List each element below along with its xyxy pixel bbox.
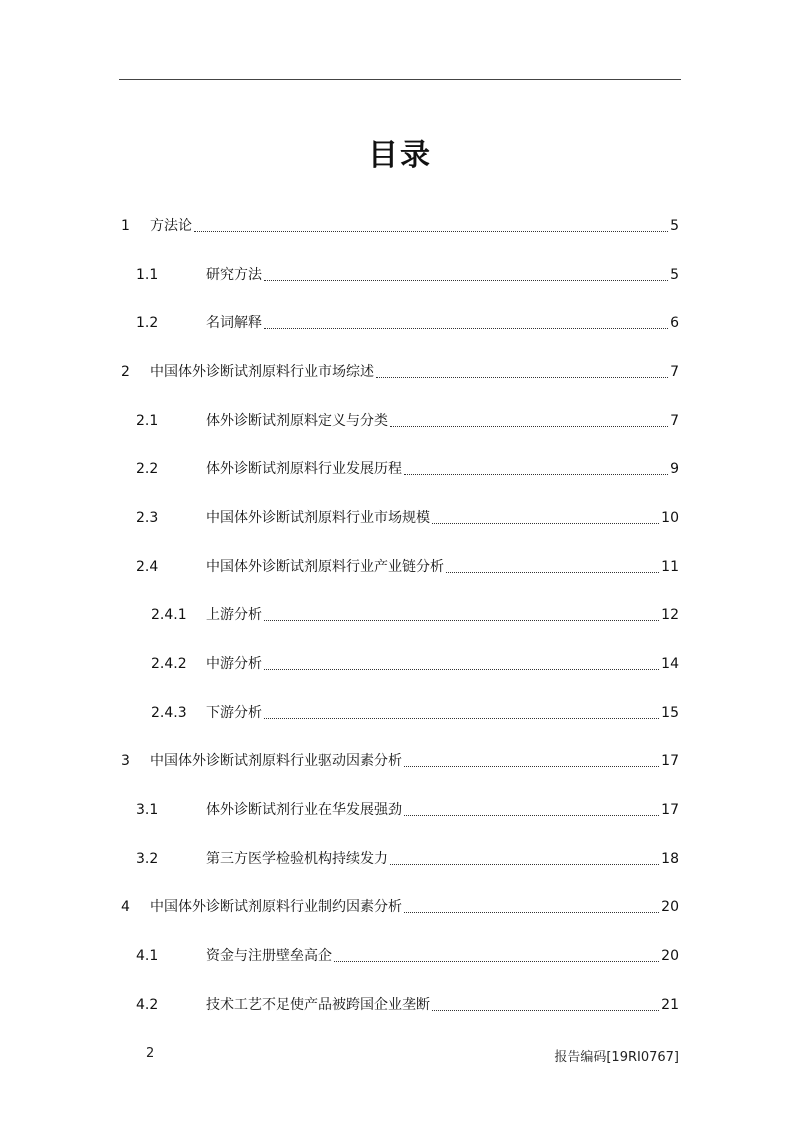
toc-page: 17 (661, 753, 679, 769)
toc-number: 1 (121, 218, 130, 234)
toc-number: 2.4.1 (151, 607, 187, 623)
toc-page: 18 (661, 851, 679, 867)
toc-title: 中国体外诊断试剂原料行业产业链分析 (206, 559, 444, 575)
toc-title: 中国体外诊断试剂原料行业市场综述 (150, 364, 374, 380)
toc-leader (404, 892, 659, 913)
toc-title: 下游分析 (206, 705, 262, 721)
toc-leader (264, 308, 668, 329)
toc-entry[interactable] (151, 654, 679, 674)
toc-entry[interactable] (151, 605, 679, 625)
toc-number: 1.1 (136, 267, 159, 283)
toc-title: 方法论 (150, 218, 192, 234)
toc-entry[interactable] (136, 946, 679, 966)
toc-number: 2.4.2 (151, 656, 187, 672)
footer-page-number: 2 (146, 1046, 155, 1061)
toc-page: 11 (661, 559, 679, 575)
toc-leader (404, 454, 668, 475)
toc-number: 4 (121, 899, 130, 915)
toc-page: 10 (661, 510, 679, 526)
toc-title: 上游分析 (206, 607, 262, 623)
toc-entry[interactable] (136, 557, 679, 577)
toc-leader (390, 844, 659, 865)
toc-entry[interactable] (136, 800, 679, 820)
toc-leader (376, 357, 668, 378)
toc-title: 体外诊断试剂行业在华发展强劲 (206, 802, 402, 818)
page-title: 目录 (368, 138, 432, 173)
toc-page: 5 (670, 267, 679, 283)
toc-title: 资金与注册壁垒高企 (206, 948, 332, 964)
toc-page: 20 (661, 899, 679, 915)
toc-title: 中国体外诊断试剂原料行业市场规模 (206, 510, 430, 526)
toc-page: 17 (661, 802, 679, 818)
footer-report-code: 报告编码[19RI0767] (554, 1050, 679, 1065)
toc-entry[interactable] (136, 313, 679, 333)
toc-number: 2.1 (136, 413, 159, 429)
toc-title: 研究方法 (206, 267, 262, 283)
toc-leader (404, 746, 659, 767)
toc-page: 7 (670, 364, 679, 380)
toc-entry[interactable] (121, 897, 679, 917)
toc-title: 第三方医学检验机构持续发力 (206, 851, 388, 867)
toc-title: 中游分析 (206, 656, 262, 672)
toc-number: 3.1 (136, 802, 159, 818)
toc-page: 6 (670, 315, 679, 331)
toc-title: 体外诊断试剂原料定义与分类 (206, 413, 388, 429)
toc-leader (194, 211, 668, 232)
toc-leader (264, 260, 668, 281)
toc-page: 9 (670, 461, 679, 477)
toc-number: 2.4.3 (151, 705, 187, 721)
toc-entry[interactable] (121, 216, 679, 236)
toc-number: 4.2 (136, 997, 159, 1013)
toc-entry[interactable] (136, 265, 679, 285)
toc-leader (446, 552, 659, 573)
toc-page: 21 (661, 997, 679, 1013)
toc-number: 2.4 (136, 559, 159, 575)
toc-number: 3 (121, 753, 130, 769)
toc-page: 15 (661, 705, 679, 721)
toc-title: 体外诊断试剂原料行业发展历程 (206, 461, 402, 477)
toc-leader (432, 503, 659, 524)
toc-page: 12 (661, 607, 679, 623)
toc-leader (264, 649, 659, 670)
toc-entry[interactable] (136, 995, 679, 1015)
toc-page: 5 (670, 218, 679, 234)
toc-leader (432, 990, 659, 1011)
toc-entry[interactable] (136, 459, 679, 479)
toc-leader (334, 941, 659, 962)
toc-leader (404, 795, 659, 816)
toc-number: 2 (121, 364, 130, 380)
toc-page: 14 (661, 656, 679, 672)
toc-number: 3.2 (136, 851, 159, 867)
toc-entry[interactable] (121, 362, 679, 382)
toc-entry[interactable] (136, 411, 679, 431)
toc-entry[interactable] (136, 508, 679, 528)
toc-leader (264, 600, 659, 621)
toc-page: 20 (661, 948, 679, 964)
toc-title: 中国体外诊断试剂原料行业驱动因素分析 (150, 753, 402, 769)
toc-number: 2.3 (136, 510, 159, 526)
toc-number: 2.2 (136, 461, 159, 477)
toc-number: 4.1 (136, 948, 159, 964)
toc-page: 7 (670, 413, 679, 429)
toc-title: 中国体外诊断试剂原料行业制约因素分析 (150, 899, 402, 915)
toc-entry[interactable] (151, 703, 679, 723)
toc-leader (390, 406, 668, 427)
toc-entry[interactable] (121, 751, 679, 771)
toc-number: 1.2 (136, 315, 159, 331)
toc-title: 技术工艺不足使产品被跨国企业垄断 (206, 997, 430, 1013)
toc-leader (264, 698, 659, 719)
toc-title: 名词解释 (206, 315, 262, 331)
toc-entry[interactable] (136, 849, 679, 869)
